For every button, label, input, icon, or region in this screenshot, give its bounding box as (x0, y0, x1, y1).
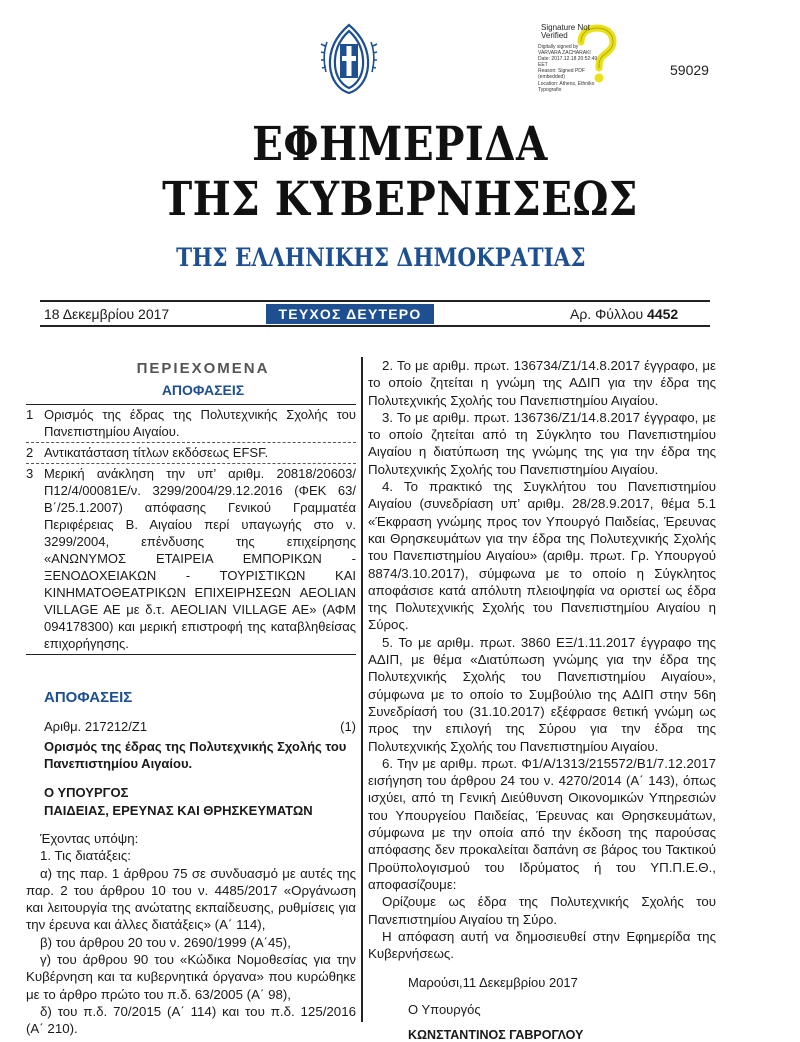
body-paragraph: 2. Το με αριθμ. πρωτ. 136734/Ζ1/14.8.2017 έγγραφο, με το οποίο ζητείται η γνώμη της ΑΔΙΠ για την έδρα της Πολυτεχνικής Σχολής του Πανεπιστημίου Αιγαίου. (368, 358, 716, 408)
place-date: Μαρούσι,11 Δεκεμβρίου 2017 (408, 975, 578, 991)
toc-text: Αντικατάσταση τίτλων εκδόσεως EFSF. (44, 445, 269, 460)
decision-number: Αριθμ. 217212/Ζ1 (44, 719, 148, 734)
page-number: 59029 (670, 62, 709, 78)
toc-item[interactable] (26, 443, 356, 464)
body-paragraph: 1. Τις διατάξεις: (40, 848, 131, 864)
signature-status: Signature Not Verified (541, 23, 590, 40)
signature-line: VARVARA ZACHARAKI (538, 50, 591, 57)
issue-badge: ΤΕΥΧΟΣ ΔΕΥΤΕΡΟ (266, 304, 434, 324)
toc-number: 3 (26, 466, 34, 481)
body-paragraph: Ορίζουμε ως έδρα της Πολυτεχνικής Σχολής του Πανεπιστημίου Αιγαίου τη Σύρο. (368, 894, 716, 927)
contents-section-heading: ΑΠΟΦΑΣΕΙΣ (161, 382, 245, 398)
signature-line: Digitally signed by (538, 44, 579, 50)
body-paragraph: 3. Το με αριθμ. πρωτ. 136736/Ζ1/14.8.2017 έγγραφο, με το οποίο ζητείται από τη Σύγκλητο του Πανεπιστημίου Αιγαίου η διατύπωση της γνώμης της για την έδρα της Πολυτεχνικής Σχολής του Πανεπιστημίου Αιγαίου. (368, 409, 716, 477)
decision-index: (1) (340, 719, 356, 734)
signature-line: EET (538, 62, 548, 69)
toc-item[interactable] (26, 404, 356, 443)
gazette-subtitle: ΤΗΣ ΕΛΛΗΝΙΚΗΣ ΔΗΜΟΚΡΑΤΙΑΣ (176, 243, 586, 272)
signer-role: Ο Υπουργός (408, 1002, 481, 1018)
contents-heading: ΠΕΡΙΕΧΟΜΕΝΑ (136, 360, 270, 377)
body-paragraph: α) της παρ. 1 άρθρου 75 σε συνδυασμό με αυτές της παρ. 2 του άρθρου 10 του ν. 4485/2017 «Οργάνωση και λειτουργία της ανώτατης εκπαίδευσης, ρυθμίσεις για την έρευνα και άλλες διατάξεις» (Α΄ 114), (26, 865, 356, 933)
toc-number: 1 (26, 407, 34, 422)
decisions-section-heading: ΑΠΟΦΑΣΕΙΣ (44, 689, 133, 706)
body-paragraph: δ) του π.δ. 70/2015 (Α΄ 114) και του π.δ. 125/2016 (Α΄ 210). (26, 1003, 356, 1037)
signer-name: ΚΩΝΣΤΑΝΤΙΝΟΣ ΓΑΒΡΟΓΛΟΥ (408, 1028, 584, 1042)
signature-line: Typografio (538, 86, 562, 93)
toc-text: Ορισμός της έδρας της Πολυτεχνικής Σχολής του Πανεπιστημίου Αιγαίου. (44, 407, 356, 439)
toc-text: Μερική ανάκληση την υπ’ αριθμ. 20818/20603/Π12/4/00081Ε/ν. 3299/2004/29.12.2016 (ΦΕΚ 63/Β΄/25.1.2007) απόφασης Γενικού Γραμματέα Περιφέρειας Β. Αιγαίου περί υπαγωγής στο ν. 3299/2004, επένδυσης της επιχείρησης «ΑΝΩΝΥΜΟΣ ΕΤΑΙΡΕΙΑ ΕΜΠΟΡΙΚΩΝ - ΞΕΝΟΔΟΧΕΙΑΚΩΝ - ΤΟΥΡΙΣΤΙΚΩΝ ΚΑΙ ΚΙΝΗΜΑΤΟΘΕΑΤΡΙΚΩΝ ΕΠΙΧΕΙΡΗΣΕΩΝ AEOLIAN VILLAGE AE με δ.τ. AEOLIAN VILLAGE AE» (ΑΦΜ 094178300) και μερική επιστροφή της καταβληθείσας επιχορήγησης. (44, 466, 356, 651)
body-paragraph: γ) του άρθρου 90 του «Κώδικα Νομοθεσίας για την Κυβέρνηση και τα κυβερνητικά όργανα» που κυρώθηκε με το άρθρο πρώτο του π.δ. 63/2005 (Α΄ 98), (26, 952, 356, 1002)
signature-details (538, 44, 602, 93)
minister-heading: Ο ΥΠΟΥΡΓΟΣ (44, 785, 129, 800)
sheet-number (570, 306, 678, 322)
toc-number: 2 (26, 445, 34, 460)
toc-item[interactable] (26, 464, 356, 655)
masthead-bottom-rule (40, 325, 710, 327)
column-divider (361, 357, 363, 1022)
sheet-label: Αρ. Φύλλου (570, 306, 644, 322)
gazette-title-line2: ΤΗΣ ΚΥΒΕΡΝΗΣΕΩΣ (162, 172, 638, 227)
body-paragraph: Έχοντας υπόψη: (40, 831, 139, 846)
signature-line: Date: 2017.12.18 20:52:49 (538, 56, 598, 63)
signature-line: (embedded) (538, 74, 565, 81)
sheet-value: 4452 (647, 306, 679, 322)
issue-date: 18 Δεκεμβρίου 2017 (44, 306, 170, 322)
decision-number-row (44, 718, 356, 736)
ministry-name: ΠΑΙΔΕΙΑΣ, ΕΡΕΥΝΑΣ ΚΑΙ ΘΡΗΣΚΕΥΜΑΤΩΝ (44, 803, 313, 818)
gazette-title-line1: ΕΦΗΜΕΡΙΔΑ (252, 117, 548, 172)
signature-line: Reason: Signed PDF (538, 68, 585, 75)
right-column (368, 357, 716, 1042)
signature-line: Location: Athens, Ethniko (538, 80, 595, 87)
body-paragraph: Η απόφαση αυτή να δημοσιευθεί στην Εφημερίδα της Κυβερνήσεως. (368, 928, 716, 962)
masthead-top-rule (40, 300, 710, 302)
body-paragraph: 5. Το με αριθμ. πρωτ. 3860 ΕΞ/1.11.2017 έγγραφο της ΑΔΙΠ, με θέμα «Διατύπωση γνώμης για την έδρα της Πολυτεχνικής Σχολής του Πανεπιστημίου Αιγαίου», σύμφωνα με το οποίο το Συμβούλιο της ΑΔΙΠ στην 56η Συνεδρίασή του (31.10.2017) εξέφρασε θετική γνώμη ως προς την επιλογή της Σύρου για την έδρα της Πολυτεχνικής Σχολής του Πανεπιστημίου Αιγαίου. (368, 634, 716, 754)
decision-title: Ορισμός της έδρας της Πολυτεχνικής Σχολής του Πανεπιστημίου Αιγαίου. (44, 739, 347, 771)
left-column (26, 360, 356, 1038)
body-paragraph: β) του άρθρου 20 του ν. 2690/1999 (Α΄45), (40, 934, 291, 950)
body-paragraph: 4. Το πρακτικό της Συγκλήτου του Πανεπιστημίου Αιγαίου (συνεδρίαση υπ’ αριθμ. 28/28.9.2017, θέμα 5.1 «Έκφραση γνώμης προς τον Υπουργό Παιδείας, Έρευνας και Θρησκευμάτων για την έδρα της Πολυτεχνικής Σχολής του Πανεπιστημίου Αιγαίου» (αριθμ. πρωτ. Γρ. Υπουργού 8874/3.10.2017), σύμφωνα με το οποίο η Σύγκλητος αποφάσισε κατά απόλυτη πλειοψηφία να οριστεί ως έδρα της Πολυτεχνικής Σχολής του Πανεπιστημίου Αιγαίου η Σύρος. (368, 479, 716, 633)
greek-coat-of-arms-emblem (318, 20, 380, 96)
body-paragraph: 6. Την με αριθμ. πρωτ. Φ1/Α/1313/215572/Β1/7.12.2017 εισήγηση του άρθρου 24 του ν. 4270/2014 (Α΄ 143), όπως ισχύει, από τη Γενική Διεύθυνση Οικονομικών Υπηρεσιών του Υπουργείου Παιδείας, Έρευνας και Θρησκευμάτων, σύμφωνα με την οποία από την έκδοση της παρούσας απόφασης δεν προκαλείται δαπάνη σε βάρος του Τακτικού Προϋπολογισμού του Ιδρύματος ή του ΥΠ.Π.Ε.Θ., αποφασίζουμε: (368, 755, 716, 892)
